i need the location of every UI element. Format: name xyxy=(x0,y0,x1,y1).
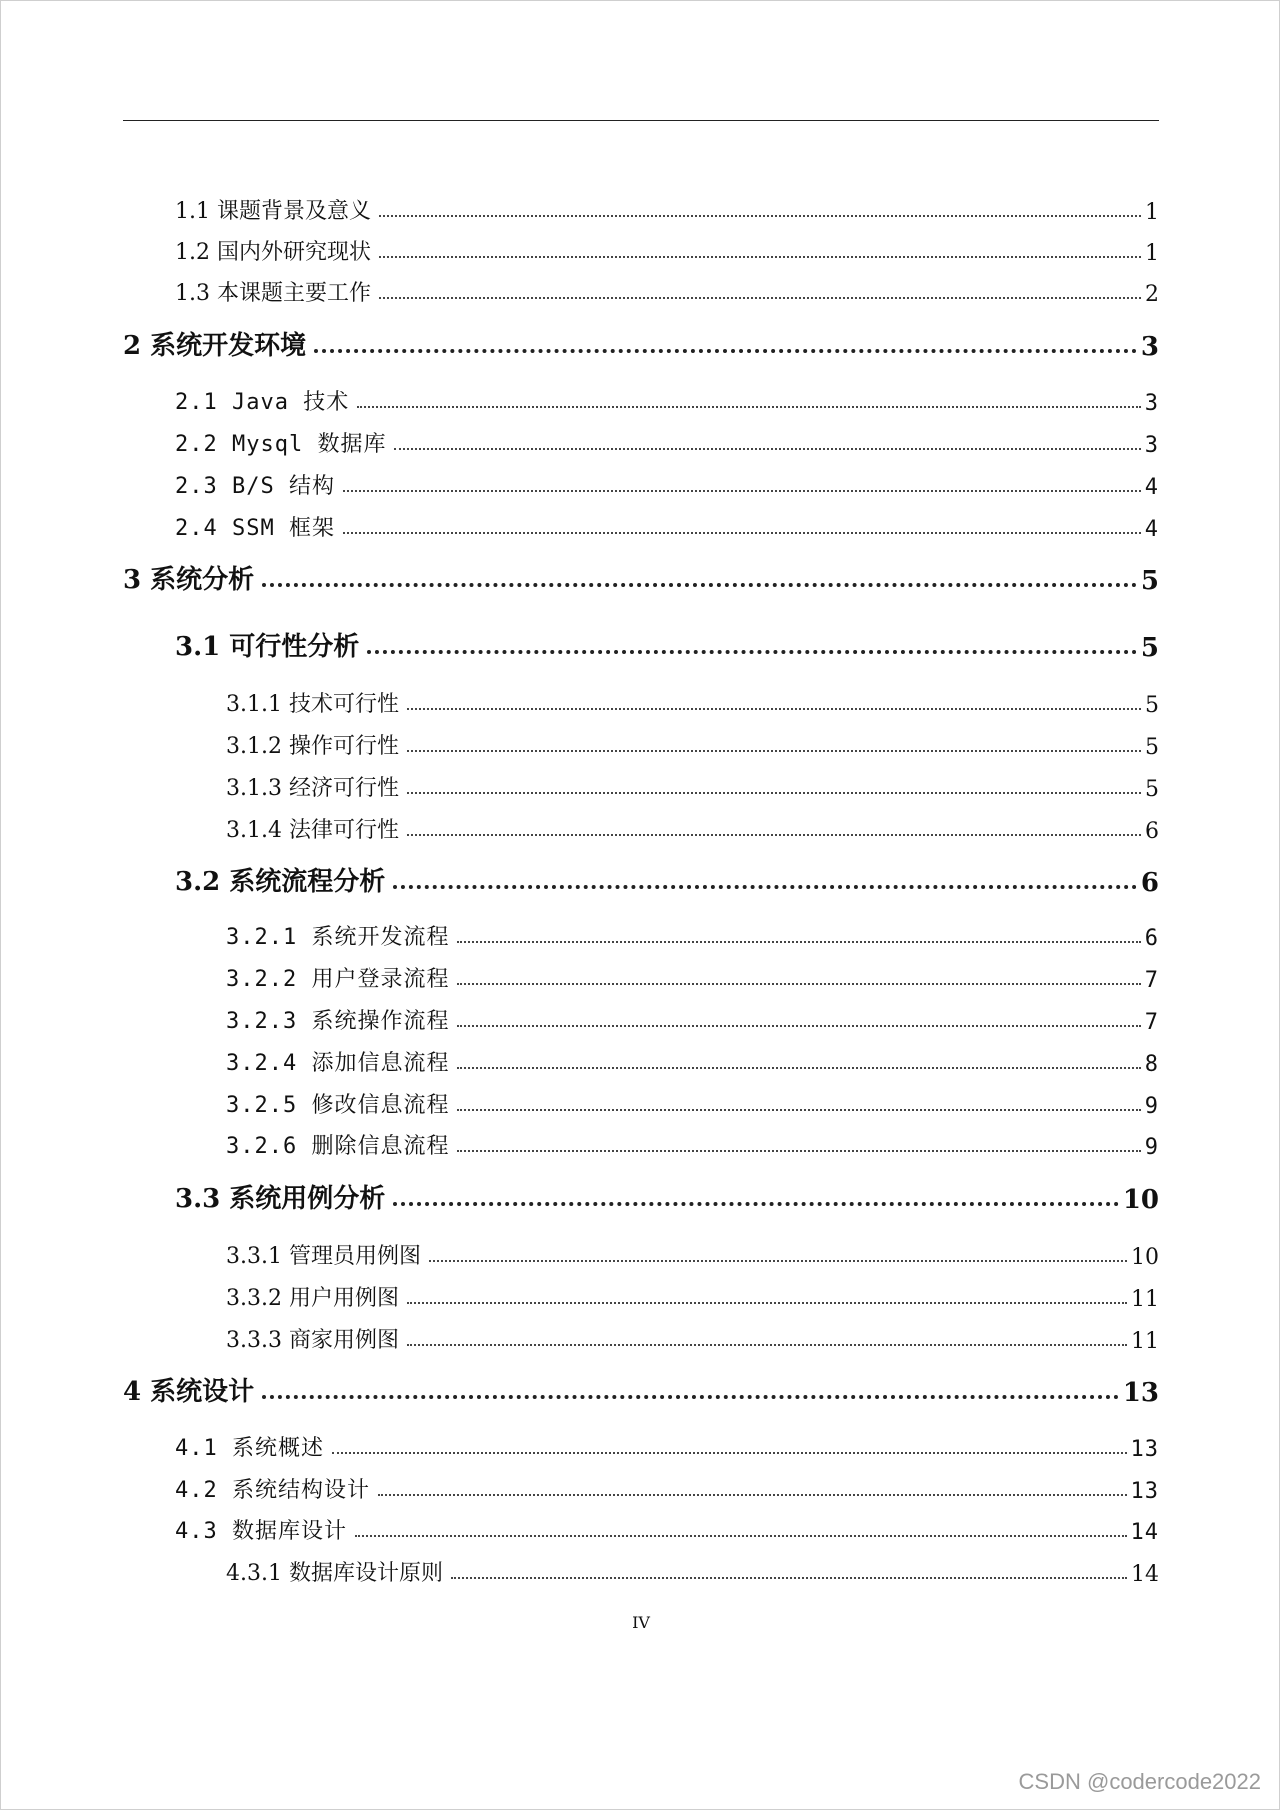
toc-label: 3.3.2 用户用例图 xyxy=(226,1286,399,1311)
toc-page-number: 5 xyxy=(1145,735,1159,760)
toc-entry-2-1[interactable] xyxy=(175,382,1159,416)
toc-entry-3-2-4[interactable] xyxy=(226,1043,1159,1077)
dot-leader xyxy=(379,215,1141,217)
toc-page-number: 7 xyxy=(1144,1010,1159,1035)
toc-page-number: 7 xyxy=(1144,968,1159,993)
toc-label: 3.2 系统流程分析 xyxy=(175,867,386,897)
toc-label: 2.1 Java 技术 xyxy=(175,390,350,415)
toc-entry-3-1-2[interactable] xyxy=(226,726,1159,760)
toc-label: 4 系统设计 xyxy=(123,1377,255,1407)
dot-leader xyxy=(407,750,1141,752)
dot-leader xyxy=(457,1025,1140,1027)
dot-leader xyxy=(394,448,1140,450)
toc-entry-3[interactable] xyxy=(123,562,1159,596)
toc-page-number: 4 xyxy=(1144,517,1159,542)
toc-entry-3-1-1[interactable] xyxy=(226,684,1159,718)
toc-entry-4[interactable] xyxy=(123,1374,1159,1408)
toc-label: 3.3.3 商家用例图 xyxy=(226,1328,399,1353)
toc-entry-3-3-1[interactable] xyxy=(226,1236,1159,1270)
toc-page-number: 5 xyxy=(1145,693,1159,718)
toc-label: 1.3 本课题主要工作 xyxy=(175,281,371,306)
toc-entry-3-3-3[interactable] xyxy=(226,1320,1159,1354)
toc-entry-4-3-1[interactable] xyxy=(226,1553,1159,1587)
toc-label: 2.3 B/S 结构 xyxy=(175,474,335,499)
dot-leader xyxy=(407,1344,1127,1346)
toc-entry-3-2-2[interactable] xyxy=(226,959,1159,993)
toc-entry-3-1-3[interactable] xyxy=(226,768,1159,802)
dot-leader xyxy=(343,532,1141,534)
toc-label: 2 系统开发环境 xyxy=(123,331,307,361)
dot-leader xyxy=(457,941,1140,943)
dot-leader xyxy=(379,256,1141,258)
toc-label: 3.1.3 经济可行性 xyxy=(226,776,399,801)
toc-entry-2[interactable] xyxy=(123,328,1159,362)
csdn-watermark: CSDN @codercode2022 xyxy=(1018,1769,1261,1794)
toc-page-number: 6 xyxy=(1144,926,1159,951)
dot-leader xyxy=(343,490,1141,492)
toc-label: 3.2.4 添加信息流程 xyxy=(226,1051,450,1076)
dot-leader xyxy=(407,834,1141,836)
dot-leader xyxy=(378,1494,1127,1496)
toc-page-number: 14 xyxy=(1130,1520,1159,1545)
toc-page-number: 6 xyxy=(1145,819,1159,844)
toc-label: 4.2 系统结构设计 xyxy=(175,1478,370,1503)
toc-label: 3.3 系统用例分析 xyxy=(175,1184,386,1214)
toc-entry-3-2-1[interactable] xyxy=(226,917,1159,951)
toc-page-number: 1 xyxy=(1145,200,1159,225)
toc-label: 1.1 课题背景及意义 xyxy=(175,199,371,224)
dot-leader xyxy=(262,583,1137,587)
dot-leader xyxy=(379,297,1141,299)
dot-leader xyxy=(407,1302,1127,1304)
dot-leader xyxy=(457,983,1140,985)
toc-label: 3.2.3 系统操作流程 xyxy=(226,1009,450,1034)
toc-entry-3-3[interactable] xyxy=(175,1181,1159,1215)
toc-page-number: 10 xyxy=(1131,1245,1159,1270)
toc-label: 3.2.1 系统开发流程 xyxy=(226,925,450,950)
toc-page-number: 6 xyxy=(1140,868,1159,898)
toc-page-number: 5 xyxy=(1140,566,1159,596)
toc-page-number: 13 xyxy=(1122,1378,1159,1408)
dot-leader xyxy=(429,1260,1127,1262)
toc-entry-3-3-2[interactable] xyxy=(226,1278,1159,1312)
dot-leader xyxy=(355,1535,1127,1537)
toc-label: 3.2.6 删除信息流程 xyxy=(226,1134,450,1159)
toc-page-number: 11 xyxy=(1131,1287,1159,1312)
toc-label: 3.3.1 管理员用例图 xyxy=(226,1244,421,1269)
dot-leader xyxy=(357,406,1141,408)
toc-page-number: 11 xyxy=(1131,1329,1159,1354)
toc-page-number: 3 xyxy=(1140,332,1159,362)
toc-page-number: 9 xyxy=(1144,1135,1159,1160)
dot-leader xyxy=(393,1202,1119,1206)
toc-page-number: 10 xyxy=(1122,1185,1159,1215)
toc-entry-1-2[interactable] xyxy=(175,232,1159,266)
toc-page-number: 13 xyxy=(1130,1437,1159,1462)
dot-leader xyxy=(262,1395,1119,1399)
page-number-footer: IV xyxy=(632,1613,650,1632)
toc-label: 3.1.4 法律可行性 xyxy=(226,818,399,843)
toc-page-number: 4 xyxy=(1144,475,1159,500)
toc-entry-3-1[interactable] xyxy=(175,629,1159,663)
toc-label: 3.1.2 操作可行性 xyxy=(226,734,399,759)
toc-label: 4.1 系统概述 xyxy=(175,1436,324,1461)
dot-leader xyxy=(457,1109,1140,1111)
toc-label: 4.3.1 数据库设计原则 xyxy=(226,1561,443,1586)
toc-label: 3.2.5 修改信息流程 xyxy=(226,1093,450,1118)
dot-leader xyxy=(367,650,1137,654)
toc-entry-3-2-3[interactable] xyxy=(226,1001,1159,1035)
toc-page-number: 14 xyxy=(1131,1562,1159,1587)
toc-page-number: 13 xyxy=(1130,1479,1159,1504)
toc-page-number: 9 xyxy=(1144,1094,1159,1119)
dot-leader xyxy=(332,1452,1127,1454)
dot-leader xyxy=(451,1577,1127,1579)
table-of-contents xyxy=(1,1,1280,1601)
toc-label: 3.1.1 技术可行性 xyxy=(226,692,399,717)
toc-label: 2.2 Mysql 数据库 xyxy=(175,432,387,457)
dot-leader xyxy=(393,885,1137,889)
dot-leader xyxy=(314,349,1137,353)
toc-label: 3.1 可行性分析 xyxy=(175,632,360,662)
toc-entry-4-2[interactable] xyxy=(175,1470,1159,1504)
toc-entry-3-2-5[interactable] xyxy=(226,1085,1159,1119)
toc-entry-2-2[interactable] xyxy=(175,424,1159,458)
dot-leader xyxy=(457,1067,1140,1069)
toc-label: 1.2 国内外研究现状 xyxy=(175,240,371,265)
dot-leader xyxy=(457,1150,1140,1152)
dot-leader xyxy=(407,792,1141,794)
toc-page-number: 5 xyxy=(1145,777,1159,802)
toc-label: 2.4 SSM 框架 xyxy=(175,516,335,541)
toc-entry-4-3[interactable] xyxy=(175,1511,1159,1545)
toc-label: 3.2.2 用户登录流程 xyxy=(226,967,450,992)
toc-page-number: 2 xyxy=(1145,282,1159,307)
toc-entry-2-3[interactable] xyxy=(175,466,1159,500)
toc-page-number: 3 xyxy=(1144,391,1159,416)
toc-entry-1-3[interactable] xyxy=(175,273,1159,307)
toc-entry-3-2-6[interactable] xyxy=(226,1126,1159,1160)
toc-label: 4.3 数据库设计 xyxy=(175,1519,347,1544)
toc-entry-4-1[interactable] xyxy=(175,1428,1159,1462)
dot-leader xyxy=(407,708,1141,710)
toc-entry-3-1-4[interactable] xyxy=(226,810,1159,844)
toc-entry-2-4[interactable] xyxy=(175,508,1159,542)
toc-page-number: 5 xyxy=(1140,633,1159,663)
toc-page-number: 1 xyxy=(1145,241,1159,266)
toc-entry-1-1[interactable] xyxy=(175,191,1159,225)
toc-entry-3-2[interactable] xyxy=(175,864,1159,898)
toc-page-number: 3 xyxy=(1144,433,1159,458)
toc-page-number: 8 xyxy=(1144,1052,1159,1077)
toc-label: 3 系统分析 xyxy=(123,565,255,595)
